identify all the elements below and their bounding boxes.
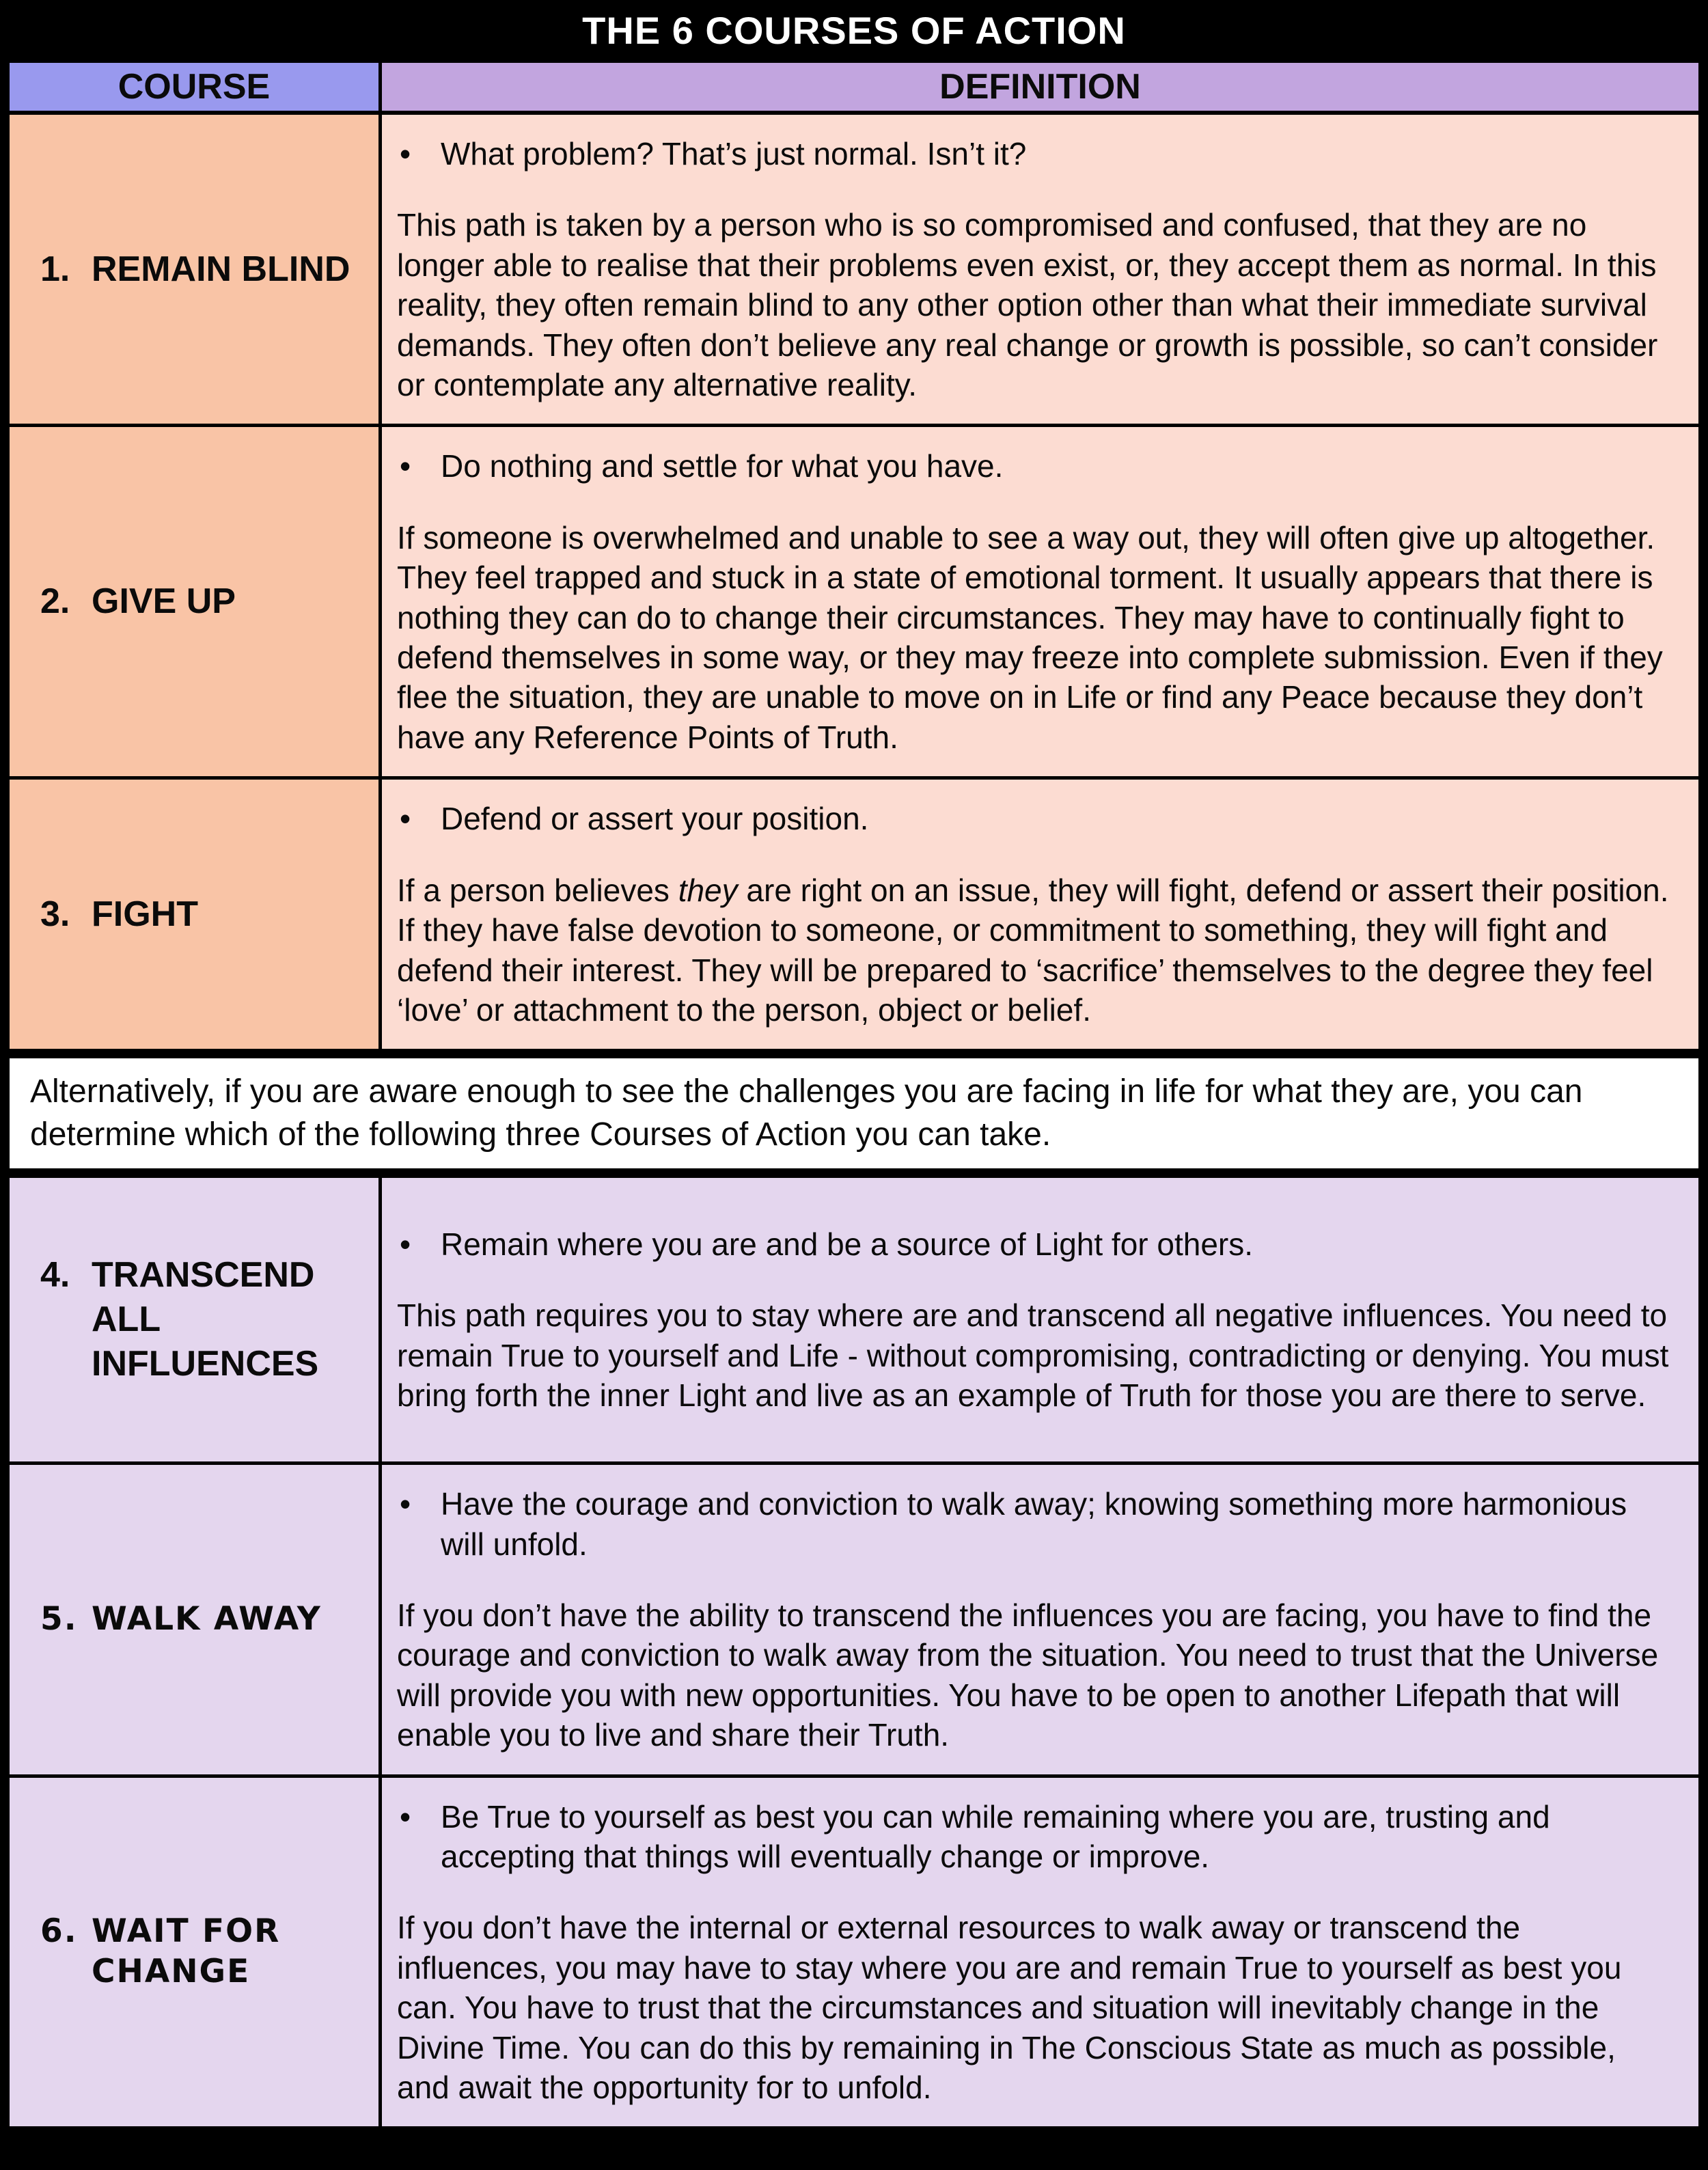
course-name: FIGHT <box>92 894 198 934</box>
course-number: 3. <box>40 894 70 934</box>
paragraph-segment: This path requires you to stay where are and transcend all negative influences. You need to remain True to yourself and Life - without compromising, contradicting or denying. You must bring forth the inner Light and live as an example of Truth for those you are there to serve. <box>397 1297 1669 1413</box>
bullet-text: What problem? That’s just normal. Isn’t it? <box>441 136 1027 171</box>
course-label <box>40 1253 370 1386</box>
definition-paragraph <box>397 1595 1670 1755</box>
bullet-marker: • <box>400 801 411 837</box>
bullet-text: Remain where you are and be a source of Light for others. <box>441 1226 1254 1262</box>
bullet-text: Defend or assert your position. <box>441 801 869 837</box>
bullet-line <box>397 1484 1670 1564</box>
course-label <box>40 579 236 624</box>
course-cell <box>10 115 382 424</box>
bullet-line <box>397 134 1670 174</box>
table-row <box>10 1461 1698 1774</box>
course-label <box>40 1912 370 1992</box>
table-row <box>10 1178 1698 1461</box>
course-name: WALK AWAY <box>92 1599 322 1638</box>
course-name: GIVE UP <box>92 581 236 622</box>
table-row <box>10 115 1698 424</box>
course-number: 4. <box>40 1255 70 1295</box>
bullet-marker: • <box>400 1798 411 1835</box>
bullet-line <box>397 1224 1670 1264</box>
bullet-line <box>397 1797 1670 1877</box>
course-label <box>40 247 350 292</box>
bullet-line <box>397 446 1670 486</box>
course-label <box>40 1599 322 1640</box>
bullet-text: Be True to yourself as best you can while remaining where you are, trusting and accepting that things will eventually change or improve. <box>441 1798 1550 1874</box>
course-name: REMAIN BLIND <box>92 249 350 289</box>
course-number: 1. <box>40 249 70 289</box>
paragraph-segment: If someone is overwhelmed and unable to see a way out, they will often give up altogether. They feel trapped and stuck in a state of emotional torment. It usually appears that there is nothing they can do to change their circumstances. They may have to continually fight to defend themselves in some way, or they may freeze into complete submission. Even if they flee the situation, they are unable to move on in Life or find any Peace because they don’t have any Reference Points of Truth. <box>397 519 1663 755</box>
table-row <box>10 1774 1698 2127</box>
definition-cell <box>382 1178 1698 1461</box>
course-cell <box>10 427 382 776</box>
course-number: 6. <box>40 1912 78 1951</box>
course-cell <box>10 780 382 1049</box>
definition-paragraph <box>397 1295 1670 1415</box>
definition-cell <box>382 427 1698 776</box>
bullet-marker: • <box>400 1486 411 1522</box>
definition-cell <box>382 1778 1698 2127</box>
course-cell <box>10 1465 382 1774</box>
column-header-definition: DEFINITION <box>382 63 1698 111</box>
paragraph-segment-italic: they <box>678 872 738 908</box>
definition-cell <box>382 780 1698 1049</box>
rows-group-top <box>10 115 1698 1049</box>
definition-paragraph <box>397 518 1670 757</box>
paragraph-segment: This path is taken by a person who is so compromised and confused, that they are no longer able to realise that their problems even exist, or, they accept them as normal. In this reality, they often remain blind to any other option other than what their immediate survival demands. They often don’t believe any real change or growth is possible, so can’t consider or contemplate any alternative reality. <box>397 207 1658 403</box>
course-cell <box>10 1178 382 1461</box>
bullet-marker: • <box>400 448 411 484</box>
definition-cell <box>382 1465 1698 1774</box>
rows-group-bottom <box>10 1178 1698 2126</box>
course-number: 2. <box>40 581 70 622</box>
table-row <box>10 776 1698 1049</box>
page-title: THE 6 COURSES OF ACTION <box>582 8 1126 52</box>
definition-paragraph <box>397 870 1670 1030</box>
bullet-text: Do nothing and settle for what you have. <box>441 448 1004 484</box>
course-number: 5. <box>40 1599 78 1638</box>
courses-table <box>7 60 1701 2129</box>
definition-paragraph <box>397 1908 1670 2107</box>
paragraph-segment: If you don’t have the internal or external resources to walk away or transcend the influences, you may have to stay where you are and remain True to yourself as best you can. You have to trust that the circumstances and situation will inevitably change in the Divine Time. You can do this by remaining in The Conscious State as much as possible, and await the opportunity for to unfold. <box>397 1910 1622 2105</box>
definition-paragraph <box>397 205 1670 404</box>
paragraph-segment: are right on an issue, they will fight, defend or assert their position. If they have false devotion to someone, or commitment to something, they will fight and defend their interest. They will be prepared to ‘sacrifice’ themselves to the degree they feel ‘love’ or attachment to the person, object or belief. <box>397 872 1669 1028</box>
bullet-line <box>397 799 1670 838</box>
separator-note <box>10 1049 1698 1178</box>
course-cell <box>10 1778 382 2127</box>
table-header-row <box>10 63 1698 115</box>
paragraph-segment: If a person believes <box>397 872 678 908</box>
definition-cell <box>382 115 1698 424</box>
course-label <box>40 892 198 937</box>
separator-text: Alternatively, if you are aware enough to see the challenges you are facing in life for what they are, you can determine which of the following three Courses of Action you can take. <box>30 1073 1583 1153</box>
bullet-marker: • <box>400 1226 411 1262</box>
paragraph-segment: If you don’t have the ability to transcend the influences you are facing, you have to find the courage and conviction to walk away from the situation. You need to trust that the Universe will provide you with new opportunities. You have to be open to another Lifepath that will enable you to live and share their Truth. <box>397 1597 1659 1753</box>
course-name: WAIT FOR CHANGE <box>92 1912 281 1990</box>
column-header-course: COURSE <box>10 63 382 111</box>
bullet-marker: • <box>400 136 411 171</box>
bullet-text: Have the courage and conviction to walk away; knowing something more harmonious will unfold. <box>441 1486 1627 1562</box>
course-name: TRANSCEND ALL INFLUENCES <box>92 1255 319 1384</box>
table-row <box>10 424 1698 776</box>
